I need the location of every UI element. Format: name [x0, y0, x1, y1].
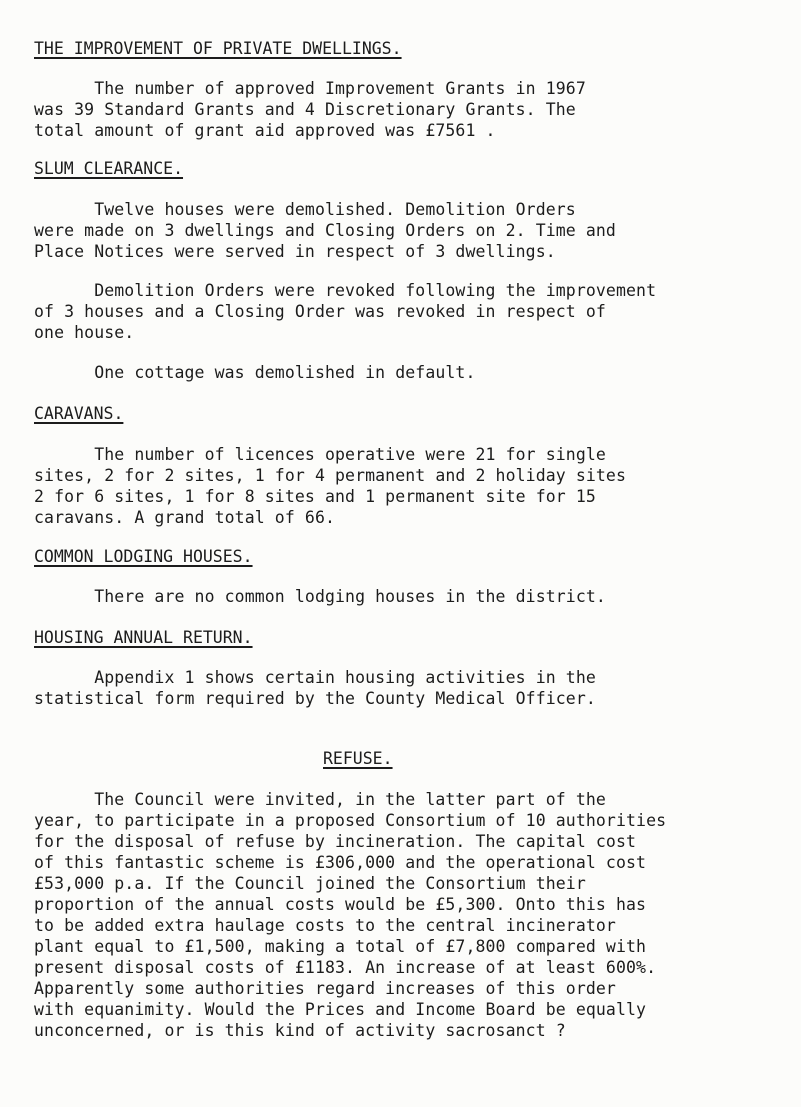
heading-slum-clearance: SLUM CLEARANCE. — [34, 159, 184, 178]
paragraph-orders-revoked: Demolition Orders were revoked following the improvement of 3 houses and a Closing Order was revoked in respect of one house. — [34, 281, 657, 342]
heading-caravans: CARAVANS. — [34, 404, 124, 423]
heading-common-lodging-houses: COMMON LODGING HOUSES. — [34, 547, 253, 566]
paragraph-improvement-grants: The number of approved Improvement Grants in 1967 was 39 Standard Grants and 4 Discretionary Grants. The total amount of grant aid approved was £7561 . — [34, 79, 586, 140]
paragraph-caravan-licences: The number of licences operative were 21 for single sites, 2 for 2 sites, 1 for 4 permanent and 2 holiday sites 2 for 6 sites, 1 for 8 sites and 1 permanent site for 15 caravans. A grand total of 66. — [34, 445, 626, 527]
heading-improvement-private-dwellings: THE IMPROVEMENT OF PRIVATE DWELLINGS. — [34, 39, 402, 58]
heading-housing-annual-return: HOUSING ANNUAL RETURN. — [34, 628, 253, 647]
paragraph-cottage-demolished: One cottage was demolished in default. — [34, 363, 476, 382]
paragraph-refuse-consortium: The Council were invited, in the latter part of the year, to participate in a proposed Consortium of 10 authorities for the disposal of refuse by incineration. The capital cost of this fantastic scheme is £306,000 and the operational cost £53,000 p.a. If the Council joined the Consortium their proportion of the annual costs would be £5,300. Onto this has to be added extra haulage costs to the central incinerator plant equal to £1,500, making a total of £7,800 compared with present disposal costs of £1183. An increase of at least 600%. Apparently some authorities regard increases of this order with equanimity. Would the Prices and Income Board be equally unconcerned, or is this kind of activity sacrosanct ? — [34, 790, 667, 1040]
paragraph-appendix-housing: Appendix 1 shows certain housing activities in the statistical form required by the County Medical Officer. — [34, 668, 596, 708]
paragraph-slum-demolitions: Twelve houses were demolished. Demolition Orders were made on 3 dwellings and Closing Orders on 2. Time and Place Notices were served in respect of 3 dwellings. — [34, 200, 616, 261]
paragraph-no-lodging-houses: There are no common lodging houses in the district. — [34, 587, 606, 606]
heading-refuse: REFUSE. — [323, 749, 393, 768]
